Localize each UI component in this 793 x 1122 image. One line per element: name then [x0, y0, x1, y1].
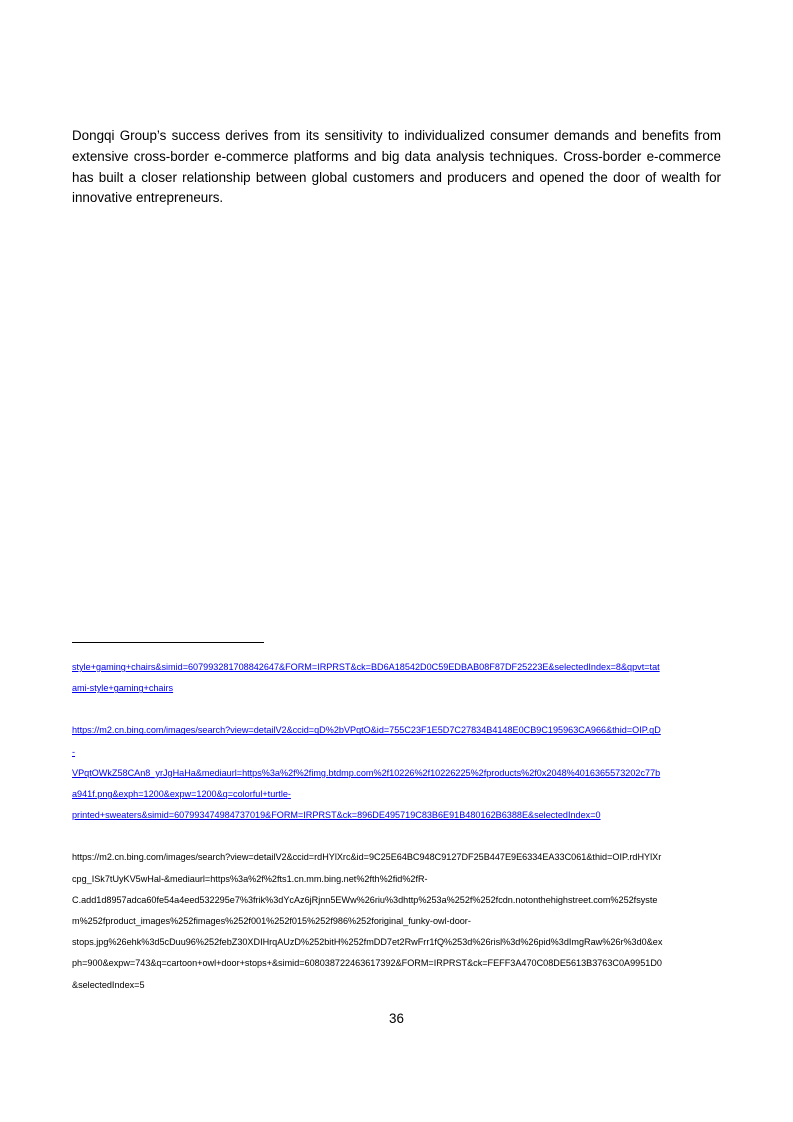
footnote-text-line: stops.jpg%26ehk%3d5cDuu96%252febZ30XDIHrqAUzD%252bitH%252fmDD7et2RwFrr1fQ%253d%26risl%3d%26pid%3dImgRaw%26r%3d0&ex	[72, 937, 663, 948]
footnote-text-line: https://m2.cn.bing.com/images/search?view=detailV2&ccid=rdHYlXrc&id=9C25E64BC948C9127DF25B447E9E6334EA33C061&thid=OIP.rdHYlXr	[72, 852, 662, 863]
footnote-link-line[interactable]: VPqtOWkZ58CAn8_yrJgHaHa&mediaurl=https%3a%2f%2fimg.btdmp.com%2f10226%2f10226225%2fproducts%2f0x2048%4016365573202c77b	[72, 767, 661, 778]
footnote-text-line: C.add1d8957adca60fe54a4eed532295e7%3frik%3dYcAz6jRjnn5EWw%26riu%3dhttp%253a%252f%252fcdn.notonthehighstreet.com%252fsyste	[72, 894, 658, 905]
page-number: 36	[389, 1011, 404, 1026]
footnote-link-line[interactable]: style+gaming+chairs&simid=607993281708842647&FORM=IRPRST&ck=BD6A18542D0C59EDBAB08F87DF25223E&selectedIndex=8&qpvt=tat	[72, 662, 660, 672]
footnote-url-owl-door-stops	[72, 847, 721, 995]
footnote-continued-link	[72, 657, 721, 699]
footnote-text-line: m%252fproduct_images%252fimages%252f001%252f015%252f986%252foriginal_funky-owl-door-	[72, 916, 471, 927]
footnote-link-sweaters	[72, 720, 721, 826]
footnote-link-line[interactable]: -	[72, 746, 76, 757]
footnotes-section	[72, 657, 721, 996]
footnote-text-line: ph=900&expw=743&q=cartoon+owl+door+stops+&simid=608038722463617392&FORM=IRPRST&ck=FEFF3A470C08DE5613B3763C0A9951D0	[72, 958, 662, 969]
footnote-link-line[interactable]: printed+sweaters&simid=607993474984737019&FORM=IRPRST&ck=896DE495719C83B6E91B480162B6388E&selectedIndex=0	[72, 810, 601, 821]
footnote-link-line[interactable]: a941f.png&exph=1200&expw=1200&q=colorful+turtle-	[72, 789, 291, 800]
footnote-link-line[interactable]: https://m2.cn.bing.com/images/search?view=detailV2&ccid=qD%2bVPqtO&id=755C23F1E5D7C27834B4148E0CB9C195963CA966&thid=OIP.qD	[72, 725, 661, 736]
body-paragraph: Dongqi Group’s success derives from its sensitivity to individualized consumer demands and benefits from extensive cross-border e-commerce platforms and big data analysis techniques. Cross-border e-commerce has built a closer relationship between global customers and producers and opened the door of wealth for innovative entrepreneurs.	[72, 128, 721, 206]
footnote-separator	[72, 642, 264, 643]
footnote-link-line[interactable]: ami-style+gaming+chairs	[72, 683, 174, 694]
footnote-text-line: &selectedIndex=5	[72, 979, 145, 990]
footnote-text-line: cpg_ISk7tUyKV5wHal-&mediaurl=https%3a%2f%2fts1.cn.mm.bing.net%2fth%2fid%2fR-	[72, 873, 428, 884]
